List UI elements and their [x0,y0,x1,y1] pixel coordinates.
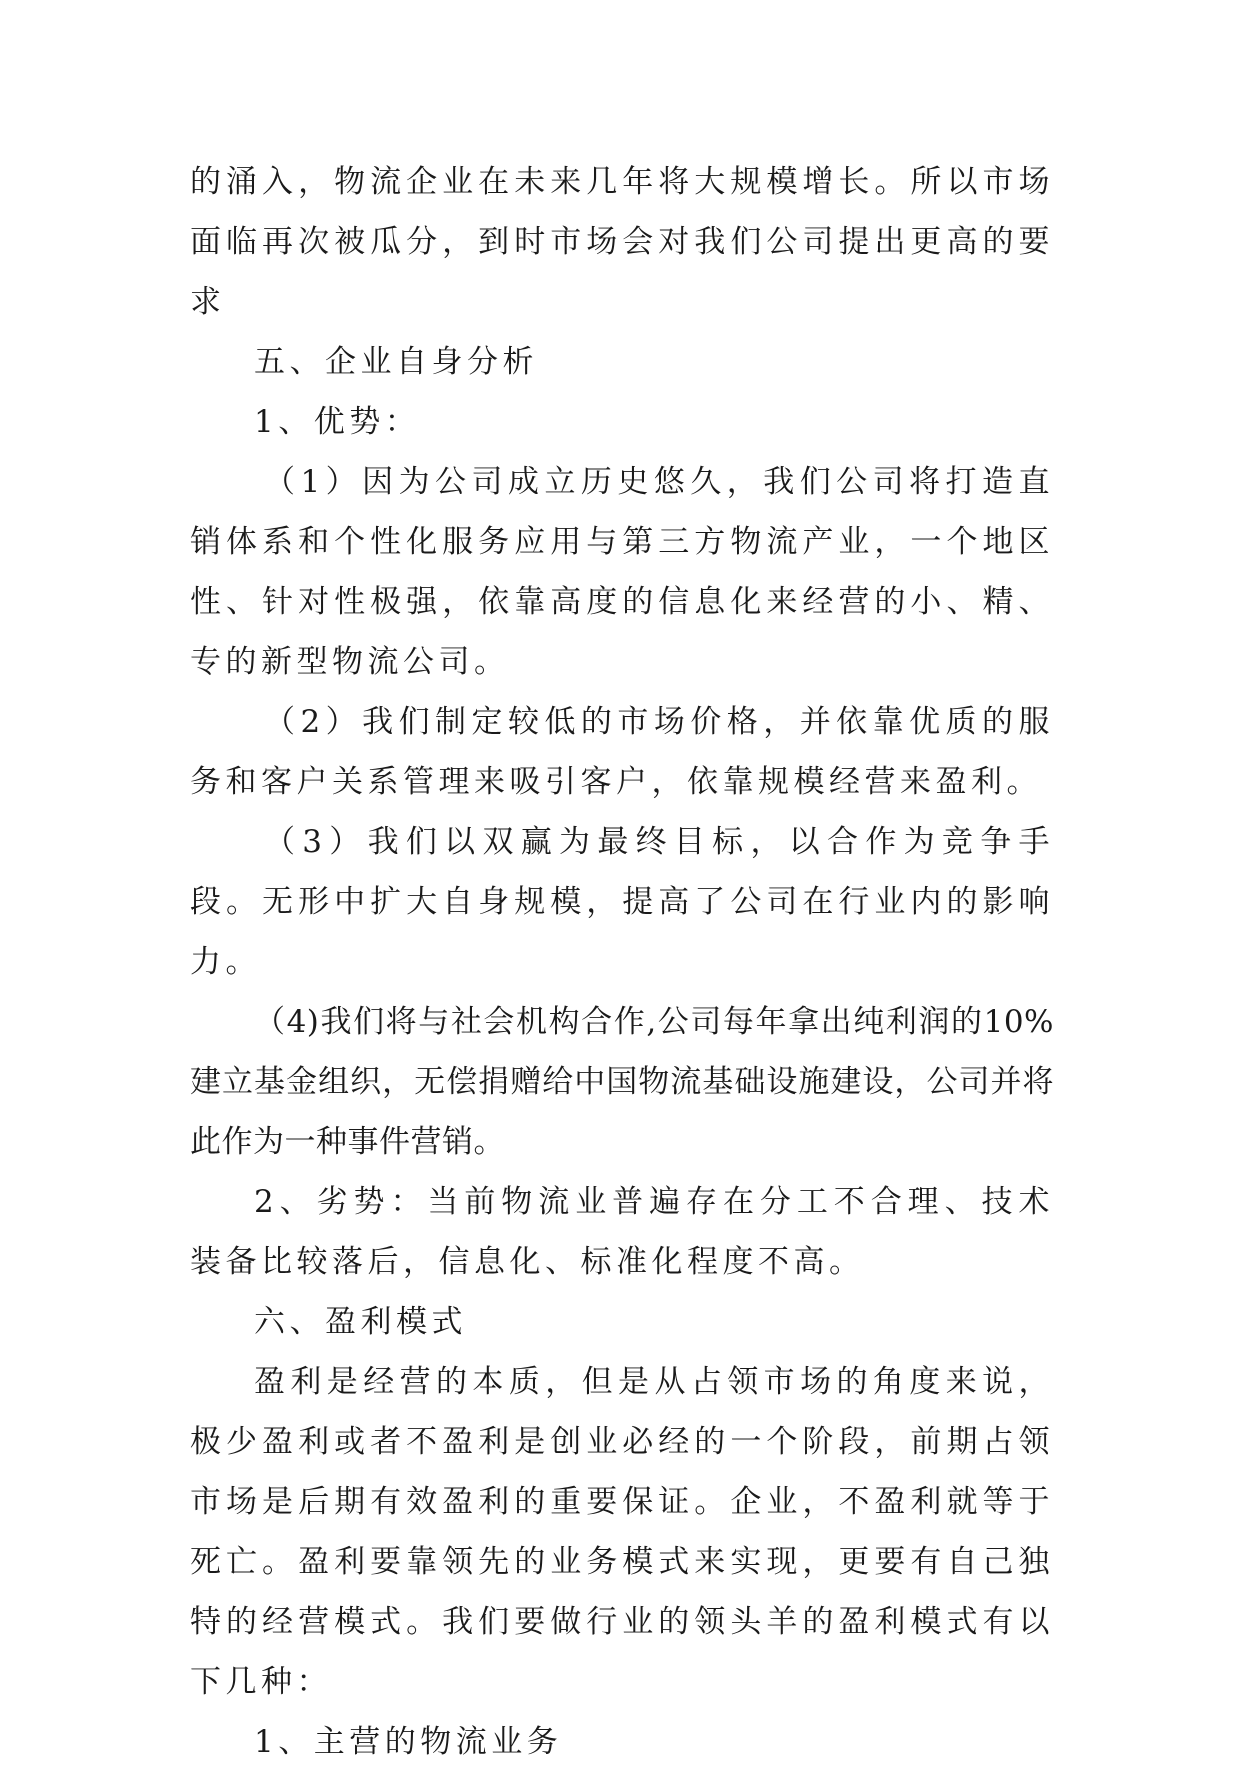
paragraph-advantage-1: （1）因为公司成立历史悠久，我们公司将打造直销体系和个性化服务应用与第三方物流产业，一个地区性、针对性极强，依靠高度的信息化来经营的小、精、专的新型物流公司。 [190,464,1054,680]
paragraph-profit-intro: 盈利是经营的本质，但是从占领市场的角度来说，极少盈利或者不盈利是创业必经的一个阶段，前期占领市场是后期有效盈利的重要保证。企业，不盈利就等于死亡。盈利要靠领先的业务模式来实现，更要有自己独特的经营模式。我们要做行业的领头羊的盈利模式有以下几种： [190,1364,1054,1700]
section-heading-five: 五、企业自身分析 [254,344,538,380]
paragraph-advantage-2: （2）我们制定较低的市场价格，并依靠优质的服务和客户关系管理来吸引客户，依靠规模经营来盈利。 [190,704,1054,800]
paragraph-continuation: 的涌入，物流企业在未来几年将大规模增长。所以市场面临再次被瓜分，到时市场会对我们公司提出更高的要求 [190,164,1054,320]
section-heading-six: 六、盈利模式 [254,1304,467,1340]
document-body [190,152,1054,1772]
paragraph-advantage-3: （3）我们以双赢为最终目标，以合作为竞争手段。无形中扩大自身规模，提高了公司在行业内的影响力。 [190,824,1054,980]
paragraph-advantage-4: （4)我们将与社会机构合作,公司每年拿出纯利润的10%建立基金组织，无偿捐赠给中国物流基础设施建设，公司并将此作为一种事件营销。 [190,1004,1054,1160]
subheading-advantages: 1、优势： [254,404,421,440]
subheading-main-business: 1、主营的物流业务 [254,1724,563,1760]
paragraph-disadvantages: 2、劣势：当前物流业普遍存在分工不合理、技术装备比较落后，信息化、标准化程度不高。 [190,1184,1054,1280]
